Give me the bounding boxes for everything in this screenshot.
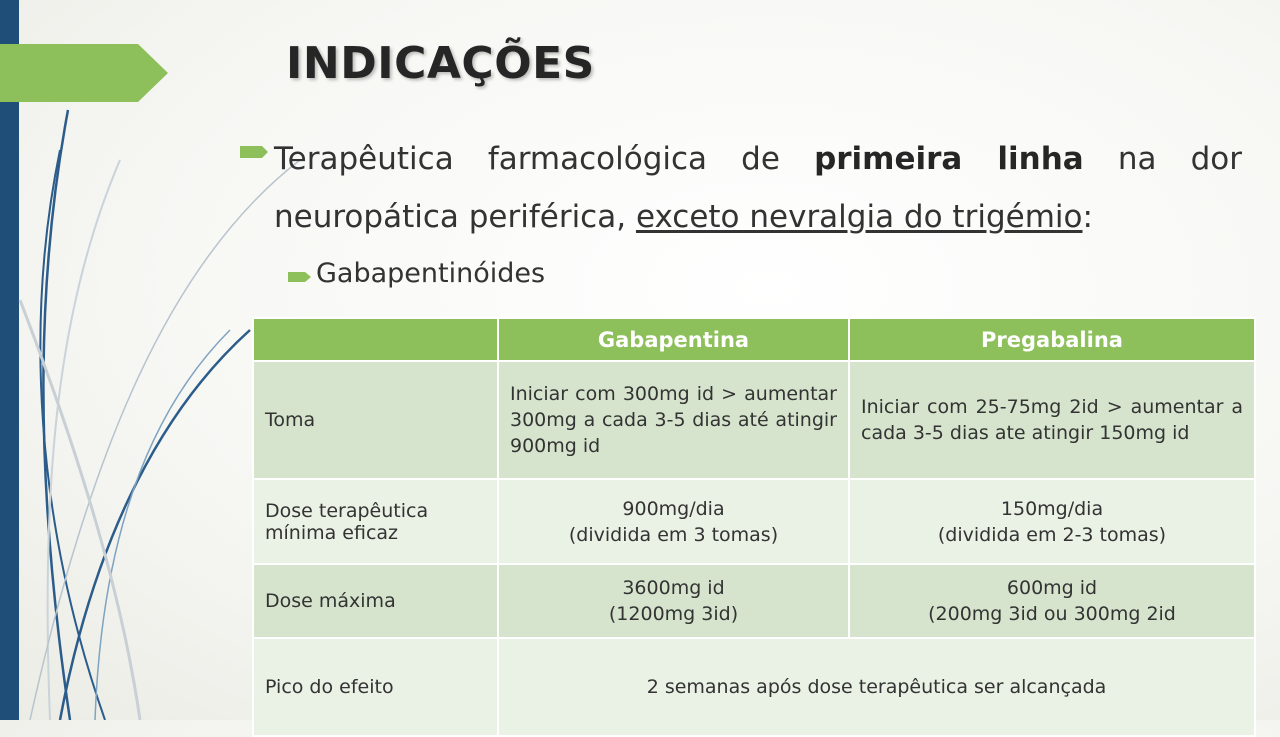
cell-line: 900mg/dia <box>622 497 725 520</box>
title-arrow-shape <box>0 44 168 102</box>
bullet-arrow-icon <box>240 146 262 158</box>
cell-pico-efeito-merged: 2 semanas após dose terapêutica ser alcançada <box>498 638 1255 736</box>
cell-gabapentina-dose-minima <box>498 479 849 564</box>
left-accent-bar <box>0 0 19 720</box>
slide-title: INDICAÇÕES <box>286 38 595 89</box>
comparison-table <box>252 317 1256 737</box>
bullet-underlined-text: exceto nevralgia do trigémio <box>635 199 1083 235</box>
cell-line: (dividida em 2-3 tomas) <box>937 523 1167 546</box>
bullet-part2: na dor <box>1117 141 1243 177</box>
bullet-bold-text: primeira linha <box>814 141 1084 177</box>
bullet-text-primary <box>274 130 1242 246</box>
bullet-part1: Terapêutica farmacológica de <box>274 141 780 177</box>
label-line: Dose terapêutica <box>265 499 429 522</box>
bullet-line-1 <box>274 130 1242 188</box>
table-row <box>253 479 1255 564</box>
bullet-part3: neuropática periférica, <box>274 199 627 235</box>
label-line: mínima eficaz <box>265 521 399 544</box>
header-pregabalina: Pregabalina <box>849 318 1255 361</box>
table-row <box>253 564 1255 638</box>
cell-line: 3600mg id <box>622 577 725 599</box>
row-label-dose-maxima: Dose máxima <box>253 564 498 638</box>
cell-line: (dividida em 3 tomas) <box>568 523 779 546</box>
cell-gabapentina-toma: Iniciar com 300mg id > aumentar 300mg a cada 3-5 dias até atingir 900mg id <box>498 361 849 479</box>
table-row <box>253 361 1255 479</box>
cell-gabapentina-dose-maxima <box>498 564 849 638</box>
cell-line: (1200mg 3id) <box>608 603 739 625</box>
cell-line: 150mg/dia <box>1000 497 1104 520</box>
sub-bullet-text: Gabapentinóides <box>316 258 546 289</box>
row-label-dose-minima <box>253 479 498 564</box>
bullet-end: : <box>1082 199 1093 235</box>
cell-line: (200mg 3id ou 300mg 2id <box>928 603 1176 625</box>
header-empty <box>253 318 498 361</box>
cell-pregabalina-dose-maxima <box>849 564 1255 638</box>
table-row <box>253 638 1255 736</box>
cell-line: 600mg id <box>1006 577 1098 599</box>
cell-pregabalina-toma: Iniciar com 25-75mg 2id > aumentar a cada 3-5 dias ate atingir 150mg id <box>849 361 1255 479</box>
table-header-row <box>253 318 1255 361</box>
row-label-toma: Toma <box>253 361 498 479</box>
row-label-pico-efeito: Pico do efeito <box>253 638 498 736</box>
cell-pregabalina-dose-minima <box>849 479 1255 564</box>
sub-bullet-arrow-icon <box>288 272 305 282</box>
header-gabapentina: Gabapentina <box>498 318 849 361</box>
